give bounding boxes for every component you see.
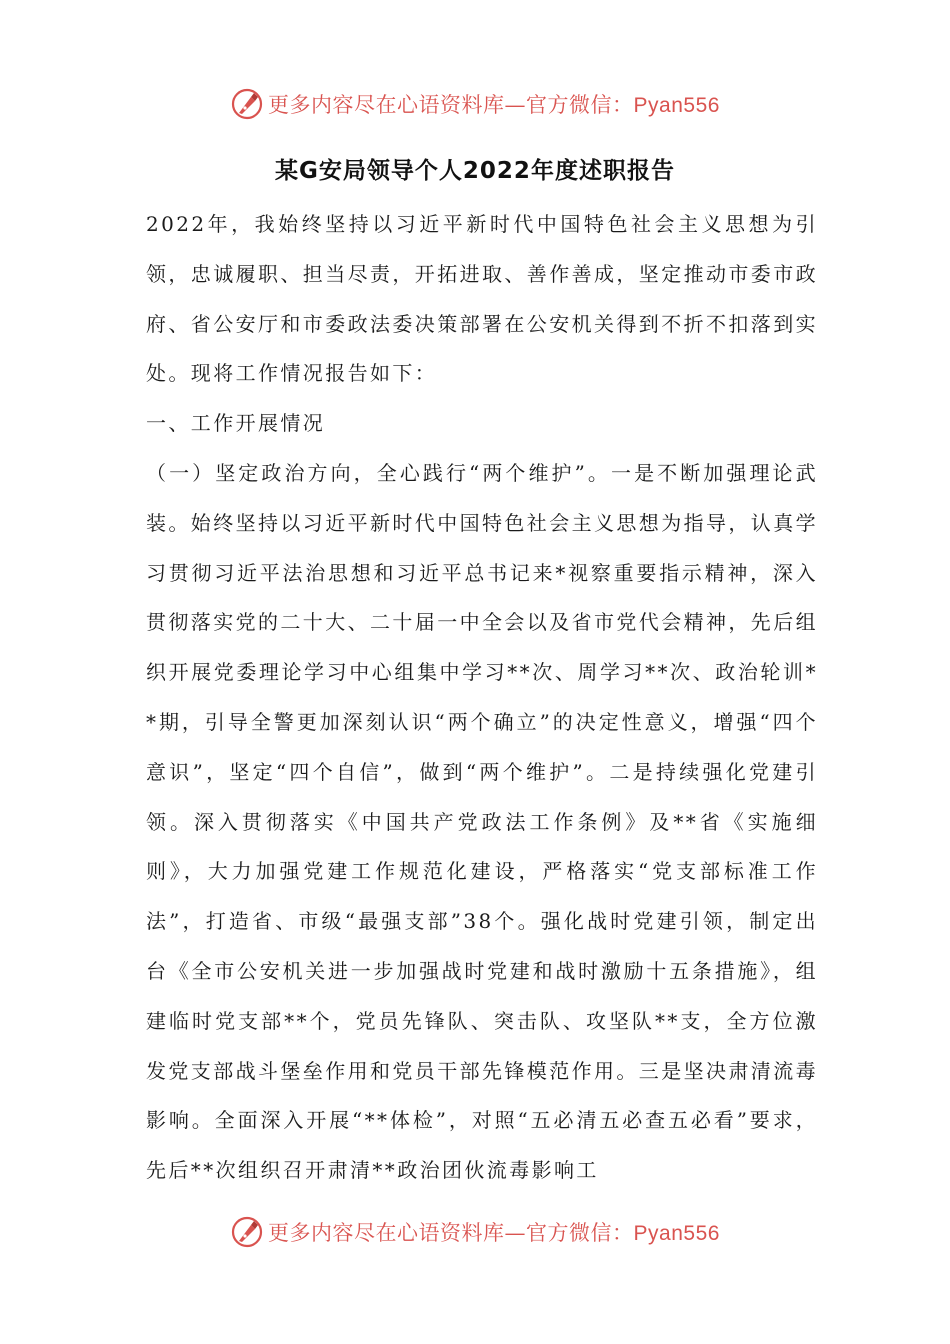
section-paragraph: （一）坚定政治方向，全心践行“两个维护”。一是不断加强理论武装。始终坚持以习近平新时代中国特色社会主义思想为指导，认真学习贯彻习近平法治思想和习近平总书记来*视察重要指示精神，深入贯彻落实党的二十大、二十届一中全会以及省市党代会精神，先后组织开展党委理论学习中心组集中学习**次、周学习**次、政治轮训**期，引导全警更加深刻认识“两个确立”的决定性意义，增强“四个意识”，坚定“四个自信”，做到“两个维护”。二是持续强化党建引领。深入贯彻落实《中国共产党政法工作条例》及**省《实施细则》，大力加强党建工作规范化建设，严格落实“党支部标准工作法”，打造省、市级“最强支部”38个。强化战时党建引领，制定出台《全市公安机关进一步加强战时党建和战时激励十五条措施》，组建临时党支部**个，党员先锋队、突击队、攻坚队**支，全方位激发党支部战斗堡垒作用和党员干部先锋模范作用。三是坚决肃清流毒影响。全面深入开展“**体检”，对照“五必清五必查五必看”要求，先后**次组织召开肃清**政治团伙流毒影响工 <box>146 460 818 1183</box>
watermark-label: 更多内容尽在心语资料库—官方微信： <box>268 93 634 117</box>
pen-nib-logo-icon <box>230 87 264 121</box>
pen-nib-logo-icon <box>230 1215 264 1249</box>
wechat-id: Pyan556 <box>633 94 720 117</box>
header-watermark-banner <box>0 84 950 124</box>
footer-watermark-banner <box>0 1212 950 1252</box>
watermark-text <box>268 1217 720 1247</box>
watermark-text <box>268 89 720 119</box>
wechat-id: Pyan556 <box>633 1222 720 1245</box>
watermark-label: 更多内容尽在心语资料库—官方微信： <box>268 1221 634 1245</box>
document-body <box>146 200 818 1196</box>
document-title: 某G安局领导个人2022年度述职报告 <box>275 158 675 184</box>
intro-paragraph: 2022年，我始终坚持以习近平新时代中国特色社会主义思想为引领，忠诚履职、担当尽责，开拓进取、善作善成，坚定推动市委市政府、省公安厅和市委政法委决策部署在公安机关得到不折不扣落到实处。现将工作情况报告如下： <box>146 212 818 386</box>
section-heading: 一、工作开展情况 <box>146 411 326 436</box>
